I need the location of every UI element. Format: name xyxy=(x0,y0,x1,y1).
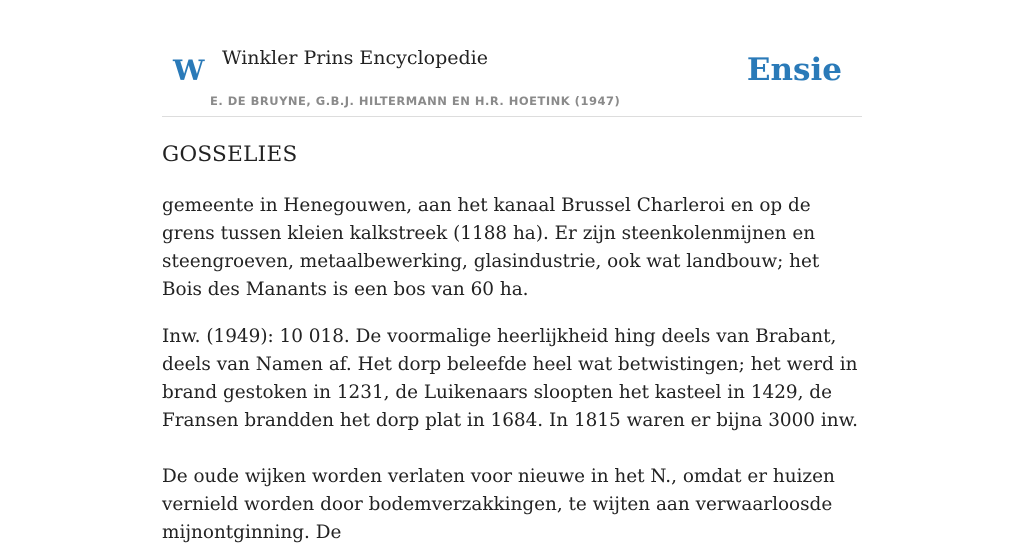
source-authors: E. DE BRUYNE, G.B.J. HILTERMANN EN H.R. HOETINK (1947) xyxy=(210,94,621,108)
article-paragraph: Inw. (1949): 10 018. De voormalige heerlijkheid hing deels van Brabant, deels van Namen af. Het dorp beleefde heel wat betwistingen; het werd in brand gestoken in 1231, de Luikenaars sloopten het kasteel in 1429, de Fransen brandden het dorp plat in 1684. In 1815 waren er bijna 3000 inw. xyxy=(162,326,858,431)
ensie-logo-link[interactable]: Ensie xyxy=(746,52,842,88)
article-paragraph: De oude wijken worden verlaten voor nieuwe in het N., omdat er huizen vernield worden door bodemverzakkingen, te wijten aan verwaarloosde mijnontginning. De xyxy=(162,466,835,543)
header xyxy=(162,0,862,117)
article-paragraph: gemeente in Henegouwen, aan het kanaal Brussel Charleroi en op de grens tussen kleien kalkstreek (1188 ha). Er zijn steenkolenmijnen en steengroeven, metaalbewerking, glasindustrie, ook wat landbouw; het Bois des Manants is een bos van 60 ha. xyxy=(162,195,820,300)
page xyxy=(162,0,862,543)
winkler-prins-logo[interactable]: W xyxy=(173,54,205,87)
article-body xyxy=(162,192,862,547)
source-title[interactable]: Winkler Prins Encyclopedie xyxy=(222,47,488,69)
entry-title: GOSSELIES xyxy=(162,142,298,167)
